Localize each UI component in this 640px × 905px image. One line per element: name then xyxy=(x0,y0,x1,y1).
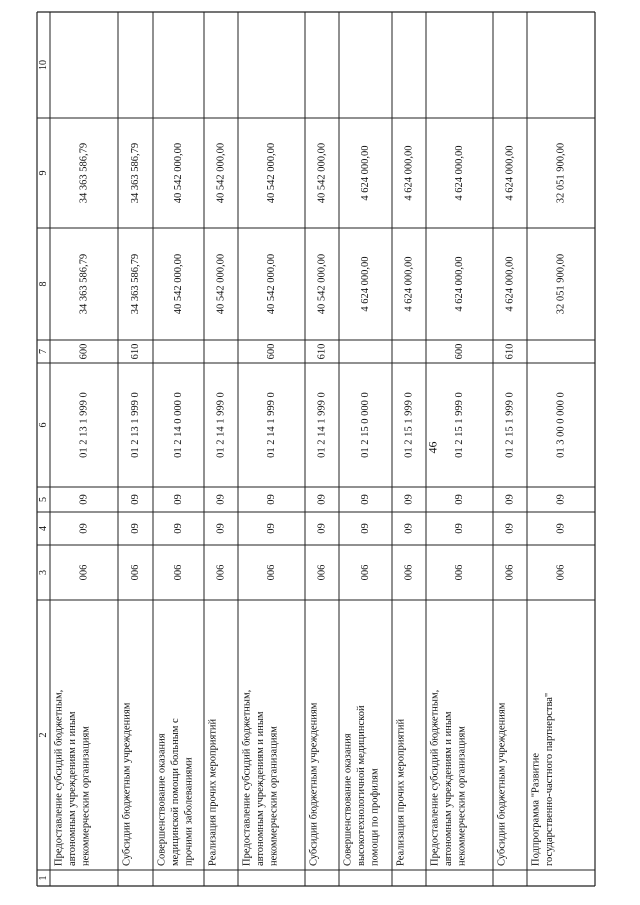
row-cell-c8: 34 363 586,79 xyxy=(129,253,141,315)
page-number: 46 xyxy=(425,441,440,454)
row-cell-c6: 01 2 14 1 999 0 xyxy=(316,392,328,458)
row-cell-c6: 01 2 14 1 999 0 xyxy=(265,392,277,458)
row-cell-c8: 40 542 000,00 xyxy=(316,253,328,315)
row-cell-c3: 006 xyxy=(403,564,415,581)
row-cell-c8: 40 542 000,00 xyxy=(265,253,277,315)
row-cell-c4: 09 xyxy=(504,523,516,534)
row-name-line: Субсидии бюджетным учреждениям xyxy=(308,702,320,866)
row-name-line: Субсидии бюджетным учреждениям xyxy=(496,702,508,866)
column-header-9: 9 xyxy=(37,170,49,176)
row-cell-c5: 09 xyxy=(265,494,277,505)
row-cell-c6: 01 2 14 0 000 0 xyxy=(172,392,184,458)
row-name-line: Предоставление субсидий бюджетным, xyxy=(53,689,65,866)
row-name-line: Субсидии бюджетным учреждениям xyxy=(121,702,133,866)
column-header-1: 1 xyxy=(37,875,49,881)
row-name-line: некоммерческим организациям xyxy=(80,726,92,866)
row-cell-c9: 4 624 000,00 xyxy=(504,145,516,201)
column-header-6: 6 xyxy=(37,422,49,428)
row-name-line: некоммерческим организациям xyxy=(456,726,468,866)
row-cell-c5: 09 xyxy=(403,494,415,505)
row-cell-c7: 600 xyxy=(78,343,90,360)
column-header-5: 5 xyxy=(37,497,49,502)
column-header-8: 8 xyxy=(37,281,49,287)
row-cell-c4: 09 xyxy=(215,523,227,534)
row-cell-c8: 40 542 000,00 xyxy=(215,253,227,315)
row-cell-c9: 34 363 586,79 xyxy=(78,142,90,204)
row-cell-c8: 4 624 000,00 xyxy=(403,256,415,312)
row-cell-c8: 4 624 000,00 xyxy=(359,256,371,312)
row-cell-c5: 09 xyxy=(215,494,227,505)
column-header-7: 7 xyxy=(37,349,49,354)
row-cell-c3: 006 xyxy=(172,564,184,581)
row-cell-c5: 09 xyxy=(78,494,90,505)
row-cell-c6: 01 2 15 0 000 0 xyxy=(359,392,371,458)
row-cell-c4: 09 xyxy=(265,523,277,534)
row-cell-c7: 610 xyxy=(316,343,328,360)
row-cell-c9: 4 624 000,00 xyxy=(359,145,371,201)
row-cell-c3: 006 xyxy=(265,564,277,581)
row-name-line: Предоставление субсидий бюджетным, xyxy=(241,689,253,866)
row-cell-c4: 09 xyxy=(316,523,328,534)
row-name-line: Реализация прочих мероприятий xyxy=(207,718,219,866)
row-cell-c7: 600 xyxy=(265,343,277,360)
row-cell-c9: 40 542 000,00 xyxy=(265,142,277,204)
row-name-line: Предоставление субсидий бюджетным, xyxy=(429,689,441,866)
row-cell-c7: 610 xyxy=(504,343,516,360)
row-cell-c9: 32 051 900,00 xyxy=(555,142,567,204)
row-cell-c3: 006 xyxy=(215,564,227,581)
row-name-line: высокотехнологичной медицинской xyxy=(355,705,367,866)
row-name-line: автономным учреждениям и иным xyxy=(254,711,266,866)
row-cell-c6: 01 2 13 1 999 0 xyxy=(129,392,141,458)
row-name-line: некоммерческим организациям xyxy=(268,726,280,866)
row-cell-c3: 006 xyxy=(129,564,141,581)
row-cell-c4: 09 xyxy=(453,523,465,534)
row-cell-c5: 09 xyxy=(316,494,328,505)
row-cell-c4: 09 xyxy=(78,523,90,534)
row-cell-c6: 01 2 15 1 999 0 xyxy=(403,392,415,458)
row-name-line: Подпрограмма "Развитие xyxy=(530,752,542,866)
row-name-line: Совершенствование оказания xyxy=(342,733,354,866)
row-cell-c3: 006 xyxy=(453,564,465,581)
row-cell-c4: 09 xyxy=(403,523,415,534)
row-cell-c9: 40 542 000,00 xyxy=(215,142,227,204)
row-cell-c8: 4 624 000,00 xyxy=(504,256,516,312)
row-name-line: Совершенствование оказания xyxy=(156,733,168,866)
row-cell-c6: 01 3 00 0 000 0 xyxy=(555,392,567,458)
row-cell-c6: 01 2 14 1 999 0 xyxy=(215,392,227,458)
row-cell-c5: 09 xyxy=(172,494,184,505)
row-cell-c4: 09 xyxy=(359,523,371,534)
row-name-line: помощи по профилям xyxy=(369,768,381,866)
row-name-line: Реализация прочих мероприятий xyxy=(395,718,407,866)
column-header-3: 3 xyxy=(37,570,49,575)
row-cell-c3: 006 xyxy=(316,564,328,581)
row-cell-c8: 32 051 900,00 xyxy=(555,253,567,315)
row-cell-c7: 600 xyxy=(453,343,465,360)
row-cell-c8: 40 542 000,00 xyxy=(172,253,184,315)
column-header-4: 4 xyxy=(37,526,49,531)
row-cell-c4: 09 xyxy=(555,523,567,534)
row-cell-c4: 09 xyxy=(172,523,184,534)
row-cell-c9: 4 624 000,00 xyxy=(453,145,465,201)
row-cell-c3: 006 xyxy=(504,564,516,581)
row-name-line: медицинской помощи больным с xyxy=(169,718,181,866)
row-cell-c7: 610 xyxy=(129,343,141,360)
row-name-line: прочими заболеваниями xyxy=(183,757,195,866)
row-name-line: автономным учреждениям и иным xyxy=(442,711,454,866)
row-cell-c5: 09 xyxy=(453,494,465,505)
row-cell-c8: 34 363 586,79 xyxy=(78,253,90,315)
row-cell-c5: 09 xyxy=(504,494,516,505)
row-cell-c6: 01 2 15 1 999 0 xyxy=(453,392,465,458)
row-cell-c6: 01 2 15 1 999 0 xyxy=(504,392,516,458)
row-name-line: государственно-частного партнерства" xyxy=(543,692,555,866)
row-cell-c5: 09 xyxy=(359,494,371,505)
row-cell-c8: 4 624 000,00 xyxy=(453,256,465,312)
row-cell-c9: 4 624 000,00 xyxy=(403,145,415,201)
row-cell-c9: 34 363 586,79 xyxy=(129,142,141,204)
row-cell-c4: 09 xyxy=(129,523,141,534)
row-cell-c3: 006 xyxy=(555,564,567,581)
row-cell-c6: 01 2 13 1 999 0 xyxy=(78,392,90,458)
row-cell-c3: 006 xyxy=(78,564,90,581)
row-cell-c5: 09 xyxy=(555,494,567,505)
row-cell-c5: 09 xyxy=(129,494,141,505)
column-header-2: 2 xyxy=(37,732,49,738)
row-cell-c9: 40 542 000,00 xyxy=(316,142,328,204)
column-header-10: 10 xyxy=(37,60,49,70)
row-cell-c9: 40 542 000,00 xyxy=(172,142,184,204)
row-cell-c3: 006 xyxy=(359,564,371,581)
row-name-line: автономным учреждениям и иным xyxy=(66,711,78,866)
